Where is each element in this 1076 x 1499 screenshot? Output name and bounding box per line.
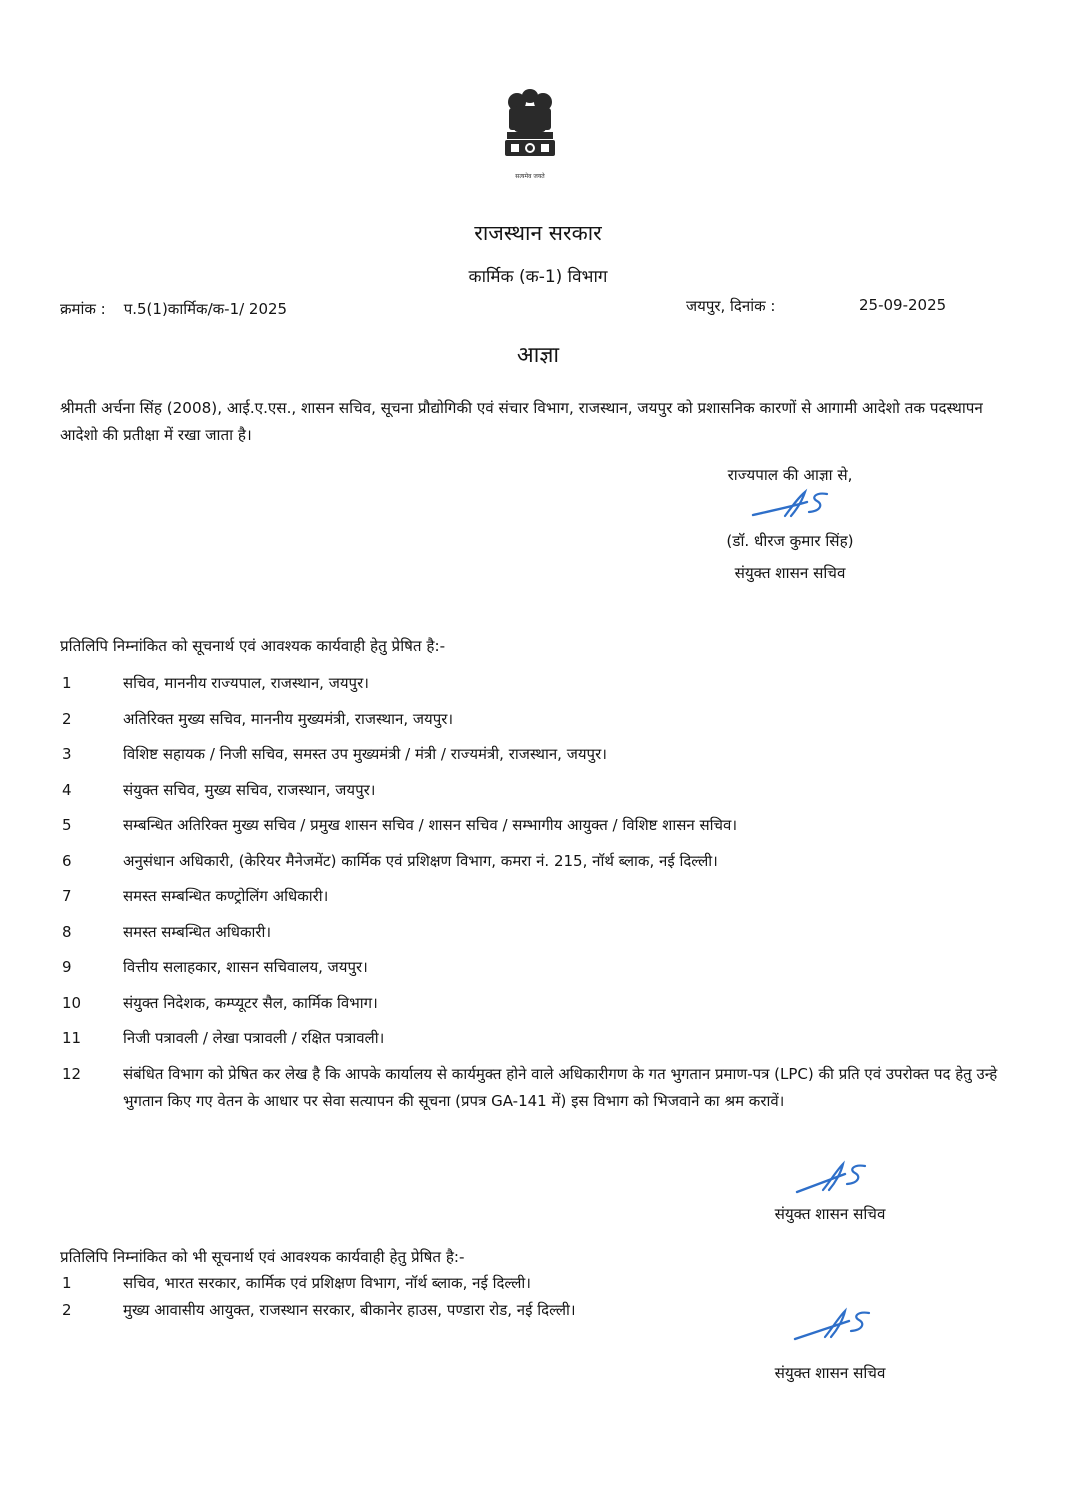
list-item: 11 निजी पत्रावली / लेखा पत्रावली / रक्षित पत्रावली। xyxy=(62,1029,385,1047)
signature-block-copy-2 xyxy=(745,1305,915,1383)
department-name: कार्मिक (क-1) विभाग xyxy=(468,267,608,287)
list-item: 1 सचिव, माननीय राज्यपाल, राजस्थान, जयपुर। xyxy=(62,674,369,692)
order-title: आज्ञा xyxy=(516,343,560,368)
signatory-designation: संयुक्त शासन सचिव xyxy=(774,1364,886,1382)
list-item: 7 समस्त सम्बन्धित कण्ट्रोलिंग अधिकारी। xyxy=(62,887,329,905)
list-item: 6 अनुसंधान अधिकारी, (केरियर मैनेजमेंट) कार्मिक एवं प्रशिक्षण विभाग, कमरा नं. 215, नॉर्थ ब्लाक, नई दिल्ली। xyxy=(62,851,718,870)
order-body: श्रीमती अर्चना सिंह (2008), आई.ए.एस., शासन सचिव, सूचना प्रौद्योगिकी एवं संचार विभाग, राजस्थान, जयपुर को प्रशासनिक कारणों से आगामी आदेशो तक पदस्थापन आदेशो की प्रतीक्षा में रखा जाता है। xyxy=(60,399,983,444)
list-item: 9 वित्तीय सलाहकार, शासन सचिवालय, जयपुर। xyxy=(62,958,368,976)
list-item: 12 संबंधित विभाग को प्रेषित कर लेख है कि आपके कार्यालय से कार्यमुक्त होने वाले अधिकारीगण के गत भुगतान प्रमाण-पत्र (LPC) की प्रति एवं उपरोक्त पद हेतु उन्हे भुगतान किए गए वेतन के आधार पर सेवा सत्यापन की सूचना (प्रपत्र GA-141 में) इस विभाग को भिजवाने का श्रम करावें। xyxy=(62,1064,998,1110)
signature-block-main xyxy=(690,465,890,583)
list-item: 2 मुख्य आवासीय आयुक्त, राजस्थान सरकार, बीकानेर हाउस, पण्डारा रोड, नई दिल्ली। xyxy=(62,1301,576,1319)
svg-text:सत्यमेव जयते: सत्यमेव जयते xyxy=(515,173,545,180)
national-emblem xyxy=(497,86,563,186)
list-item: 10 संयुक्त निदेशक, कम्प्यूटर सैल, कार्मिक विभाग। xyxy=(62,993,378,1012)
emblem-icon xyxy=(497,86,563,186)
signatory-name: (डॉ. धीरज कुमार सिंह) xyxy=(726,532,854,550)
signature-image xyxy=(785,1305,875,1345)
signatory-designation: संयुक्त शासन सचिव xyxy=(774,1205,886,1223)
list-item: 8 समस्त सम्बन्धित अधिकारी। xyxy=(62,922,272,941)
signature-image xyxy=(785,1158,875,1198)
signatory-designation: संयुक्त शासन सचिव xyxy=(734,564,846,582)
by-order-line: राज्यपाल की आज्ञा से, xyxy=(727,466,853,484)
list-item: 4 संयुक्त सचिव, मुख्य सचिव, राजस्थान, जयपुर। xyxy=(62,780,376,799)
copy-list-1 xyxy=(60,670,1020,1115)
reference-number xyxy=(60,299,287,319)
list-item: 1 सचिव, भारत सरकार, कार्मिक एवं प्रशिक्षण विभाग, नॉर्थ ब्लाक, नई दिल्ली। xyxy=(62,1274,531,1292)
copy-list-1-heading: प्रतिलिपि निम्नांकित को सूचनार्थ एवं आवश्यक कार्यवाही हेतु प्रेषित है:- xyxy=(60,637,446,655)
reference-number-value: प.5(1)कार्मिक/क-1/ 2025 xyxy=(123,300,288,318)
order-date: 25-09-2025 xyxy=(859,296,947,314)
signature-block-copy-1 xyxy=(745,1158,915,1224)
list-item: 3 विशिष्ट सहायक / निजी सचिव, समस्त उप मुख्यमंत्री / मंत्री / राज्यमंत्री, राजस्थान, जयपुर। xyxy=(62,745,607,763)
signature-image xyxy=(745,485,835,525)
reference-number-label: क्रमांक : xyxy=(60,300,106,318)
list-item: 2 अतिरिक्त मुख्य सचिव, माननीय मुख्यमंत्री, राजस्थान, जयपुर। xyxy=(62,709,454,728)
government-name: राजस्थान सरकार xyxy=(474,221,602,245)
copy-list-2-heading: प्रतिलिपि निम्नांकित को भी सूचनार्थ एवं आवश्यक कार्यवाही हेतु प्रेषित है:- xyxy=(60,1248,465,1266)
list-item: 5 सम्बन्धित अतिरिक्त मुख्य सचिव / प्रमुख शासन सचिव / शासन सचिव / सम्भागीय आयुक्त / विशिष्ट शासन सचिव। xyxy=(62,816,738,834)
place-date-label: जयपुर, दिनांक : xyxy=(686,297,776,315)
